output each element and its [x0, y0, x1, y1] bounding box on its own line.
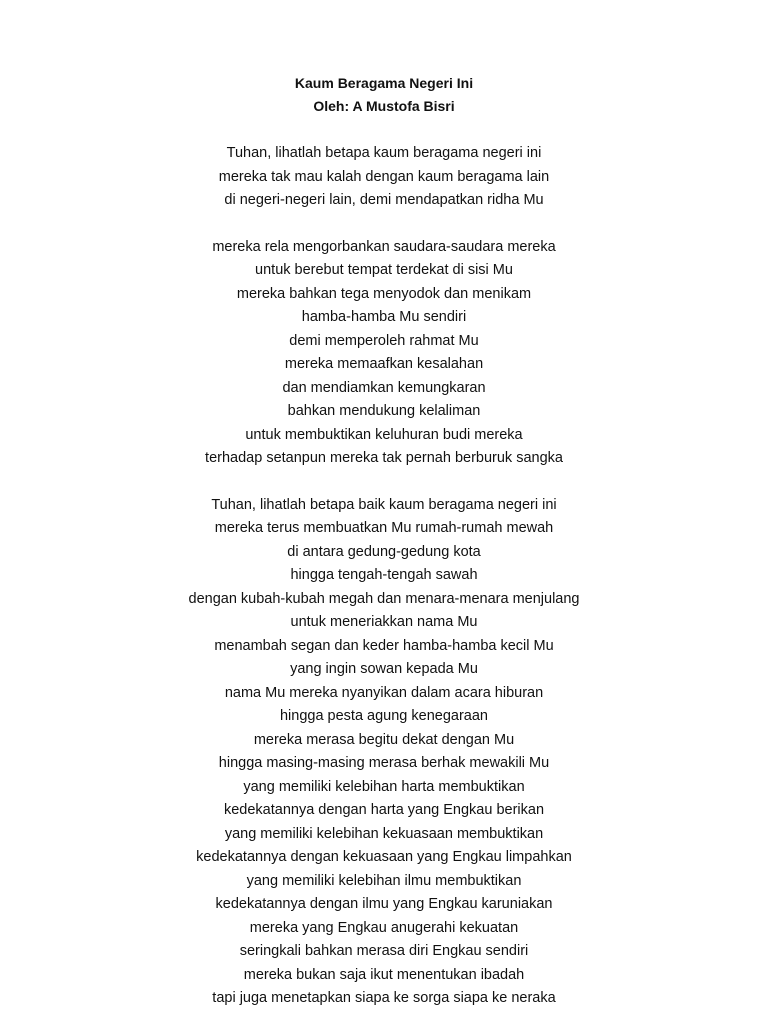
- poem-line: kedekatannya dengan ilmu yang Engkau karuniakan: [215, 896, 553, 912]
- poem-line: mereka bahkan tega menyodok dan menikam: [236, 285, 532, 302]
- poem-line: yang memiliki kelebihan harta membuktikan: [243, 778, 525, 795]
- stanza-gap: [0, 213, 768, 236]
- poem-line: mereka tak mau kalah dengan kaum beragama lain: [218, 168, 550, 185]
- poem-line: terhadap setanpun mereka tak pernah berburuk sangka: [205, 450, 563, 466]
- poem-line: demi memperoleh rahmat Mu: [289, 332, 479, 349]
- poem-line: mereka merasa begitu dekat dengan Mu: [253, 731, 515, 748]
- poem-line: hingga pesta agung kenegaraan: [279, 708, 488, 724]
- poem-line: yang ingin sowan kepada Mu: [290, 661, 478, 677]
- poem-line: mereka bukan saja ikut menentukan ibadah: [243, 966, 525, 983]
- poem-line: Tuhan, lihatlah betapa kaum beragama negeri ini: [226, 145, 542, 161]
- poem-line: untuk meneriakkan nama Mu: [290, 614, 478, 630]
- poem-line: untuk berebut tempat terdekat di sisi Mu: [255, 262, 513, 278]
- poem-line: yang memiliki kelebihan ilmu membuktikan: [246, 872, 522, 889]
- poem-line: di antara gedung-gedung kota: [287, 543, 481, 560]
- poem-line: nama Mu mereka nyanyikan dalam acara hiburan: [224, 684, 544, 701]
- poem-line: kedekatannya dengan kekuasaan yang Engkau limpahkan: [196, 849, 572, 865]
- poem-line: untuk membuktikan keluhuran budi mereka: [245, 426, 523, 443]
- poem-line: mereka memaafkan kesalahan: [284, 356, 484, 372]
- poem-line: mereka rela mengorbankan saudara-saudara mereka: [212, 238, 556, 255]
- poem-body: [0, 142, 768, 1011]
- poem-author: Oleh: A Mustofa Bisri: [313, 98, 455, 114]
- poem-line: hingga tengah-tengah sawah: [290, 567, 478, 583]
- stanza: [0, 142, 768, 213]
- poem-title: Kaum Beragama Negeri Ini: [294, 75, 474, 91]
- stanza: [0, 494, 768, 1011]
- poem-line: di negeri-negeri lain, demi mendapatkan ridha Mu: [224, 192, 544, 208]
- title-spacer: [0, 118, 768, 142]
- poem-line: dengan kubah-kubah megah dan menara-menara menjulang: [188, 590, 580, 607]
- poem-line: mereka yang Engkau anugerahi kekuatan: [249, 919, 519, 936]
- poem-line: hamba-hamba Mu sendiri: [301, 309, 467, 325]
- poem-line: tapi juga menetapkan siapa ke sorga siapa ke neraka: [212, 990, 556, 1006]
- poem-line: bahkan mendukung kelaliman: [287, 403, 481, 419]
- poem-line: hingga masing-masing merasa berhak mewakili Mu: [218, 755, 550, 771]
- stanza: [0, 236, 768, 471]
- poem-line: Tuhan, lihatlah betapa baik kaum beragama negeri ini: [211, 496, 557, 513]
- poem-line: kedekatannya dengan harta yang Engkau berikan: [223, 802, 545, 818]
- poem-line: mereka terus membuatkan Mu rumah-rumah mewah: [214, 520, 554, 536]
- document-page: [0, 72, 768, 1011]
- poem-line: seringkali bahkan merasa diri Engkau sendiri: [239, 943, 529, 959]
- stanza-gap: [0, 471, 768, 494]
- poem-line: dan mendiamkan kemungkaran: [282, 379, 486, 396]
- poem-line: menambah segan dan keder hamba-hamba kecil Mu: [214, 637, 554, 654]
- poem-line: yang memiliki kelebihan kekuasaan membuktikan: [224, 825, 544, 842]
